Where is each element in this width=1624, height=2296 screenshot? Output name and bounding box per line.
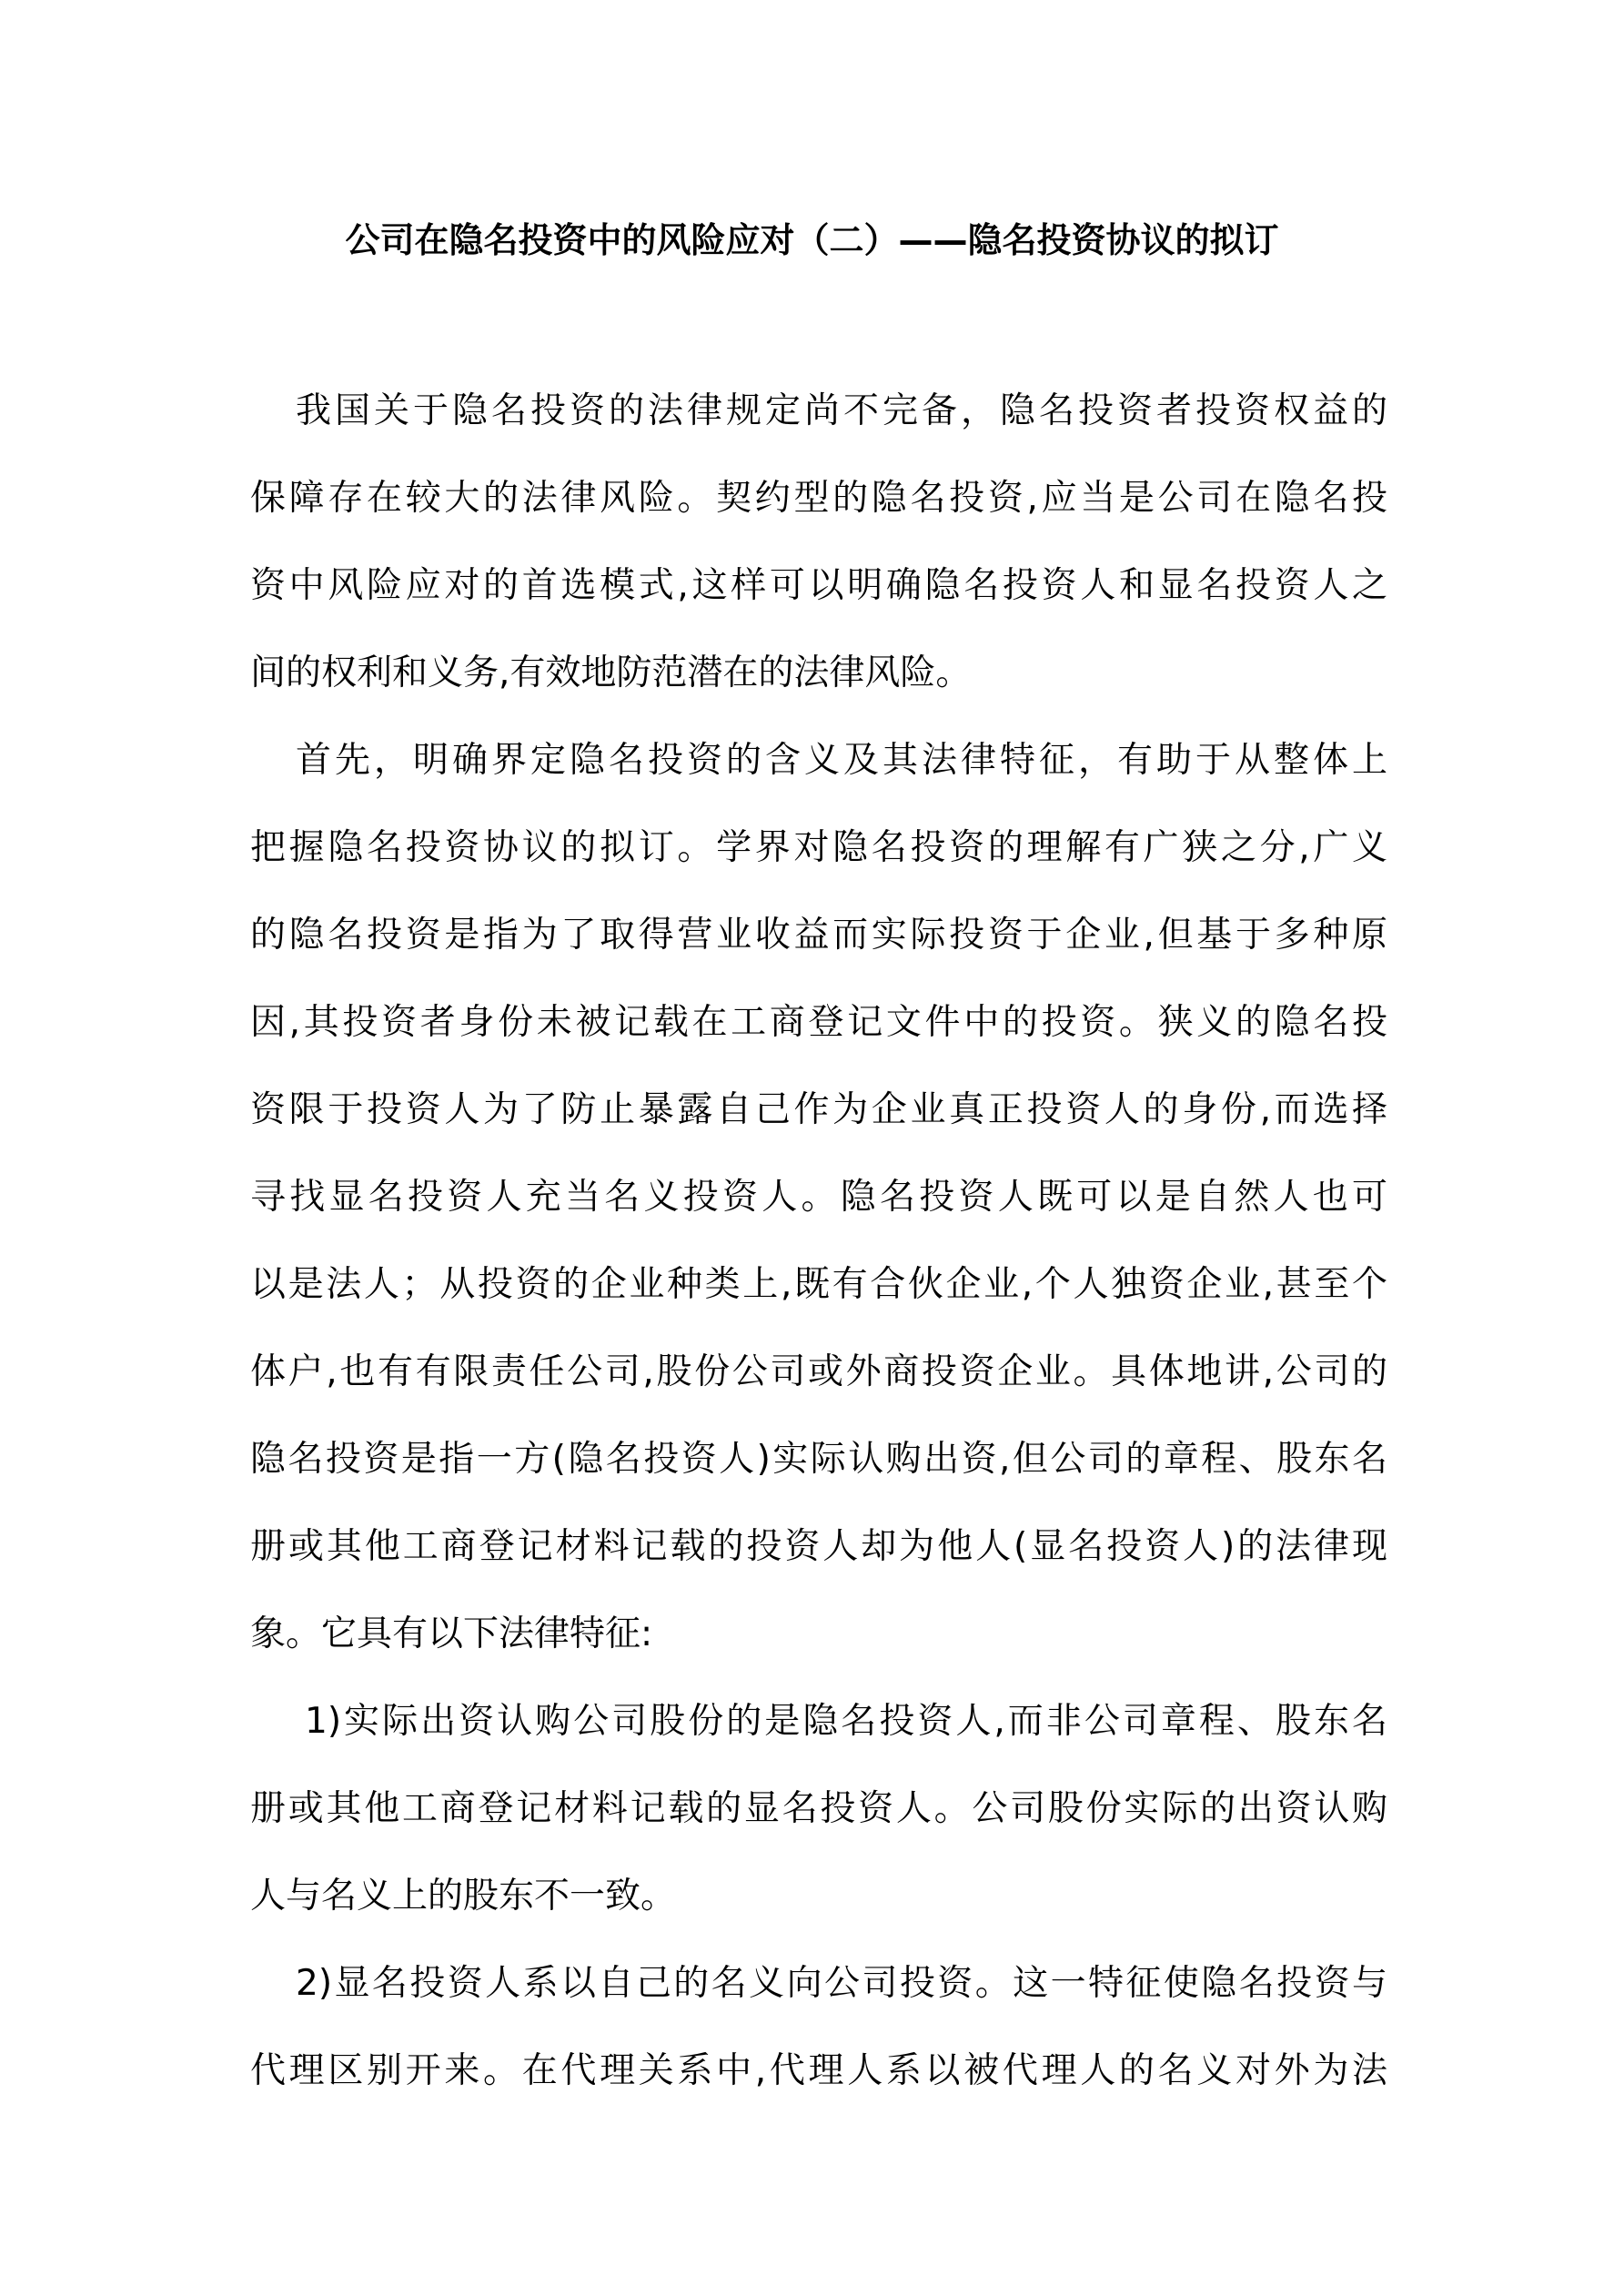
paragraph-3-line-1: 1)实际出资认购公司股份的是隐名投资人,而非公司章程、股东名 — [305, 1701, 1387, 1742]
paragraph-2-line-11: 象。它具有以下法律特征: — [250, 1613, 653, 1654]
paragraph-2-line-3: 的隐名投资是指为了取得营业收益而实际投资于企业,但基于多种原 — [250, 915, 1387, 956]
paragraph-2-line-10: 册或其他工商登记材料记载的投资人却为他人(显名投资人)的法律现 — [250, 1526, 1387, 1567]
paragraph-2-line-6: 寻找显名投资人充当名义投资人。隐名投资人既可以是自然人也可 — [250, 1177, 1387, 1218]
paragraph-2-line-5: 资限于投资人为了防止暴露自己作为企业真正投资人的身份,而选择 — [250, 1089, 1387, 1130]
paragraph-2-line-1: 首先，明确界定隐名投资的含义及其法律特征，有助于从整体上 — [296, 740, 1387, 781]
paragraph-2-line-7: 以是法人；从投资的企业种类上,既有合伙企业,个人独资企业,甚至个 — [250, 1264, 1387, 1305]
paragraph-2-line-4: 因,其投资者身份未被记载在工商登记文件中的投资。狭义的隐名投 — [250, 1002, 1387, 1043]
paragraph-1-line-1: 我国关于隐名投资的法律规定尚不完备，隐名投资者投资权益的 — [296, 390, 1387, 431]
paragraph-3-line-2: 册或其他工商登记材料记载的显名投资人。公司股份实际的出资认购 — [250, 1788, 1387, 1829]
paragraph-2-line-9: 隐名投资是指一方(隐名投资人)实际认购出资,但公司的章程、股东名 — [250, 1439, 1387, 1480]
document-title: 公司在隐名投资中的风险应对（二）——隐名投资协议的拟订 — [345, 220, 1279, 260]
paragraph-4-line-2: 代理区别开来。在代理关系中,代理人系以被代理人的名义对外为法 — [250, 2050, 1387, 2091]
paragraph-1-line-3: 资中风险应对的首选模式,这样可以明确隐名投资人和显名投资人之 — [250, 565, 1387, 606]
paragraph-1-line-4: 间的权利和义务,有效地防范潜在的法律风险。 — [250, 652, 972, 693]
paragraph-3-line-3: 人与名义上的股东不一致。 — [250, 1876, 677, 1917]
paragraph-1-line-2: 保障存在较大的法律风险。契约型的隐名投资,应当是公司在隐名投 — [250, 478, 1387, 519]
paragraph-2-line-8: 体户,也有有限责任公司,股份公司或外商投资企业。具体地讲,公司的 — [250, 1351, 1387, 1392]
paragraph-4-line-1: 2)显名投资人系以自己的名义向公司投资。这一特征使隐名投资与 — [296, 1963, 1387, 2004]
paragraph-2-line-2: 把握隐名投资协议的拟订。学界对隐名投资的理解有广狭之分,广义 — [250, 827, 1387, 868]
